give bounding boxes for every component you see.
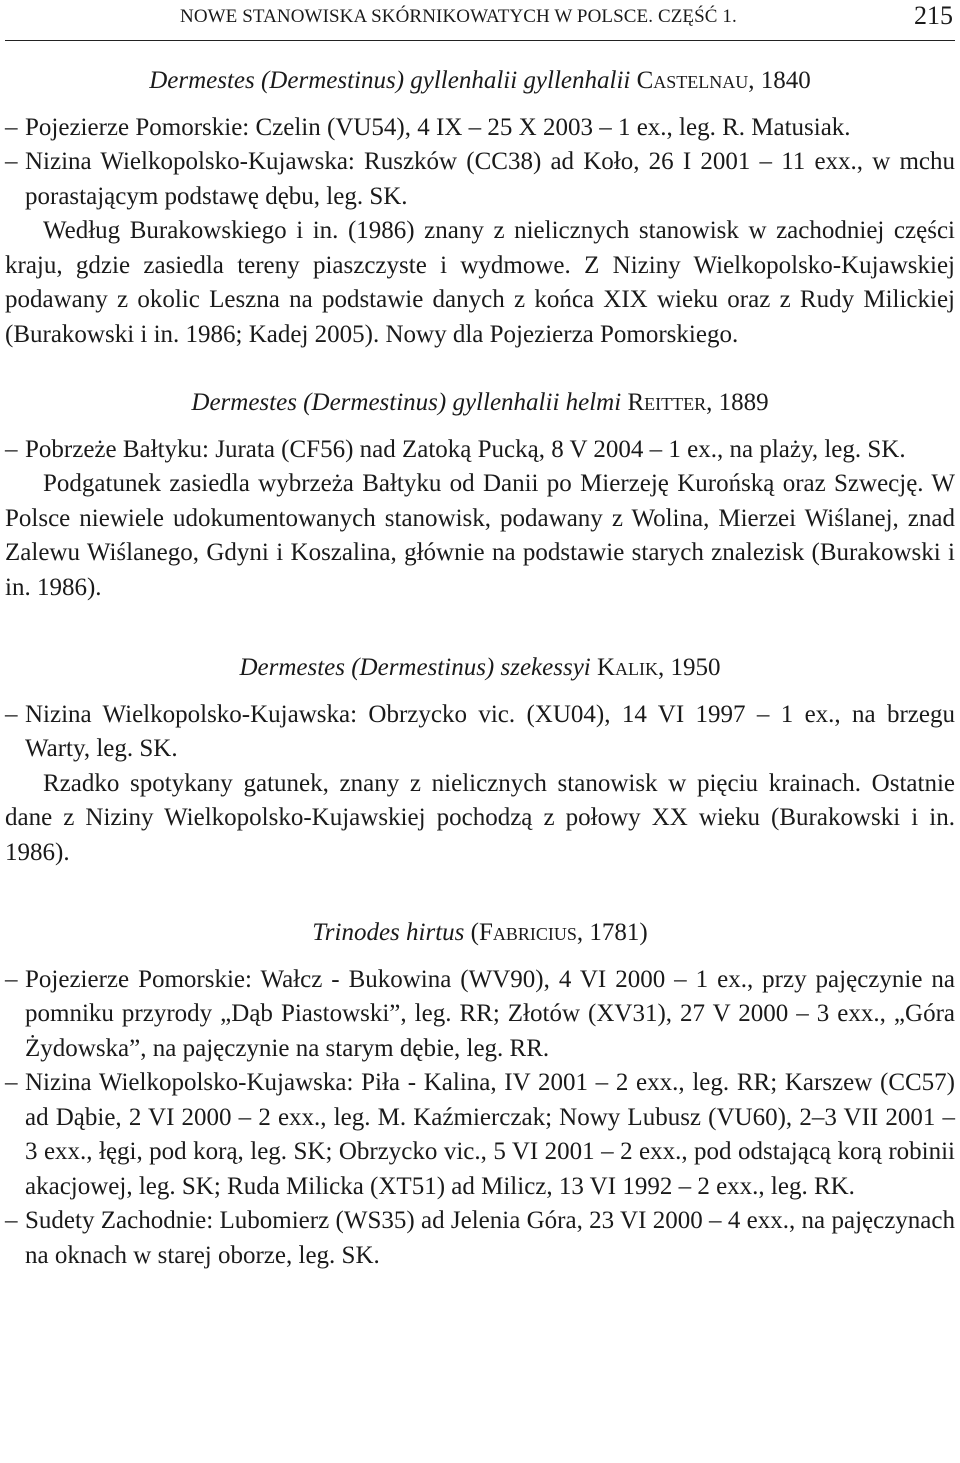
entry-text: Pobrzeże Bałtyku: Jurata (CF56) nad Zatoką Pucką, 8 V 2004 – 1 ex., na plaży, leg. SK. [25,435,906,463]
locality-entry [5,698,955,767]
species-name: Dermestes (Dermestinus) szekessyi [239,654,591,681]
locality-entry [5,433,955,468]
locality-entry [5,963,955,1067]
entry-text: Pojezierze Pomorskie: Czelin (VU54), 4 IX – 25 X 2003 – 1 ex., leg. R. Matusiak. [25,113,851,141]
species-year: , 1889 [706,389,769,416]
species-year: , 1781) [576,919,648,946]
species-note: Rzadko spotykany gatunek, znany z nielicznych stanowisk w pięciu krainach. Ostatnie dane z Niziny Wielkopolsko-Kujawskiej pochodzą z połowy XX wieku (Burakowski i in. 1986). [5,769,955,866]
locality-entry [5,111,955,146]
species-year: , 1840 [748,67,811,94]
entry-text: Nizina Wielkopolsko-Kujawska: Piła - Kalina, IV 2001 – 2 exx., leg. RR; Karszew (CC57) ad Dąbie, 2 VI 2000 – 2 exx., leg. M. Kaźmierczak; Nowy Lubusz (VU60), 2–3 VII 2001 – 3 exx., łęgi, pod korą, leg. SK; Obrzycko vic., 5 VI 2001 – 2 exx., pod odstającą korą robinii akacjowej, leg. SK; Ruda Milicka (XT51) ad Milicz, 13 VI 1992 – 2 exx., leg. RK. [25,1069,955,1200]
article-body [5,64,955,1273]
species-note: Według Burakowskiego i in. (1986) znany z nielicznych stanowisk w zachodniej części kraju, gdzie zasiedla tereny piaszczyste i wydmowe. Z Niziny Wielkopolsko-Kujawskiej podawany z okolic Leszna na podstawie danych z końca XIX wieku oraz z Rudy Milickiej (Burakowski i in. 1986; Kadej 2005). Nowy dla Pojezierza Pomorskiego. [5,217,955,348]
running-title: NOWE STANOWISKA SKÓRNIKOWATYCH W POLSCE. CZĘŚĆ 1. [180,6,737,27]
species-heading [5,916,955,951]
entry-dash: – [5,1207,18,1234]
entry-text: Nizina Wielkopolsko-Kujawska: Obrzycko vic. (XU04), 14 VI 1997 – 1 ex., na brzegu Warty, leg. SK. [25,700,955,762]
entry-text: Nizina Wielkopolsko-Kujawska: Ruszków (CC38) ad Koło, 26 I 2001 – 11 exx., w mchu porastającym podstawę dębu, leg. SK. [25,148,955,210]
species-author: Fabricius [478,919,577,946]
entry-dash: – [5,148,18,175]
species-name: Trinodes hirtus [312,919,465,946]
species-name: Dermestes (Dermestinus) gyllenhalii helmi [191,389,622,416]
species-heading [5,386,955,421]
species-heading [5,64,955,99]
species-name: Dermestes (Dermestinus) gyllenhalii gyllenhalii [149,67,631,94]
species-heading [5,651,955,686]
species-author: Reitter [627,389,707,416]
species-author: Kalik [597,654,659,681]
species-author: Castelnau [636,67,749,94]
running-header [5,0,955,41]
entry-text: Sudety Zachodnie: Lubomierz (WS35) ad Jelenia Góra, 23 VI 2000 – 4 exx., na pajęczynach na oknach w starej oborze, leg. SK. [25,1207,955,1269]
entry-dash: – [5,113,18,141]
entry-dash: – [5,435,18,463]
entry-dash: – [5,700,18,728]
species-year: , 1950 [658,654,721,681]
entry-dash: – [5,1069,18,1096]
page-number: 215 [914,1,953,30]
locality-entry [5,1066,955,1204]
locality-entry [5,145,955,214]
locality-entry [5,1204,955,1273]
species-author-prefix: ( [464,919,479,946]
species-note: Podgatunek zasiedla wybrzeża Bałtyku od Danii po Mierzeję Kurońską oraz Szwecję. W Polsce niewiele udokumentowanych stanowisk, podawany z Wolina, Mierzei Wiślanej, znad Zalewu Wiślanego, Gdyni i Koszalina, głównie na podstawie starych znalezisk (Burakowski i in. 1986). [5,470,955,601]
entry-dash: – [5,965,18,993]
entry-text: Pojezierze Pomorskie: Wałcz - Bukowina (WV90), 4 VI 2000 – 1 ex., przy pajęczynie na pomniku przyrody „Dąb Piastowski”, leg. RR; Złotów (XV31), 27 V 2000 – 3 exx., „Góra Żydowska”, na pajęczynie na starym dębie, leg. RR. [25,965,955,1062]
